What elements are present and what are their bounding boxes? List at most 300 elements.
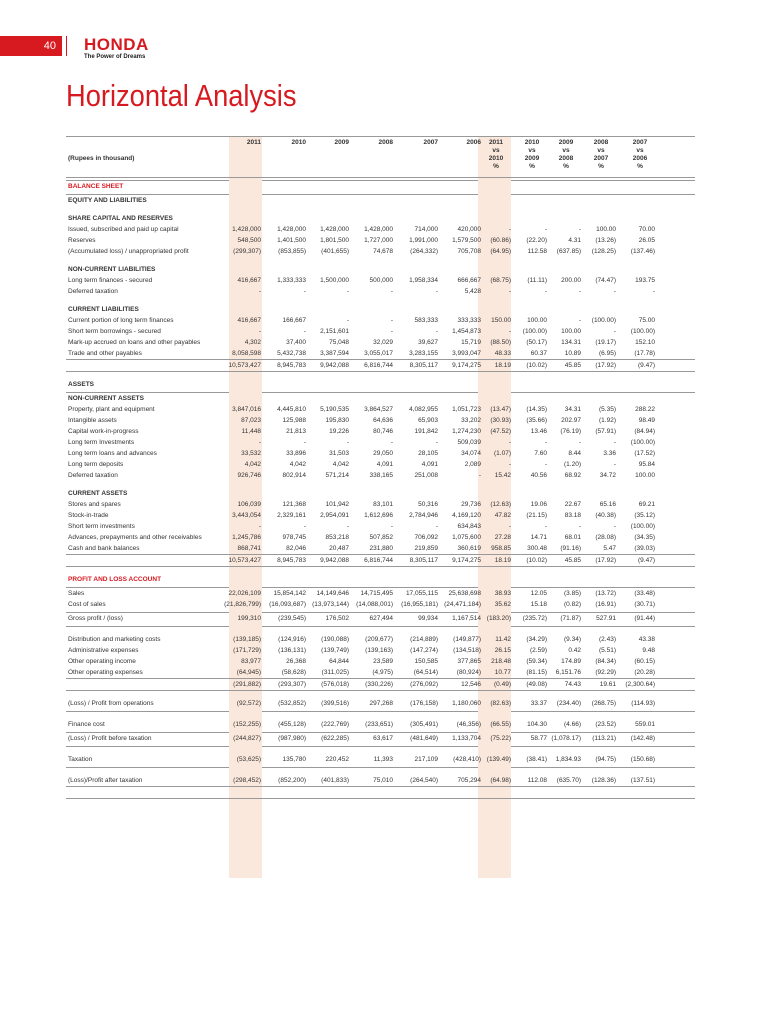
row-label: CURRENT ASSETS	[68, 490, 128, 497]
row-label: Current portion of long term finances	[68, 317, 174, 324]
row-value: 193.75	[635, 277, 655, 284]
row-value: 33,532	[241, 450, 261, 457]
comparison-header-line: vs	[636, 147, 644, 154]
row-label: Long term finances - secured	[68, 277, 153, 284]
row-label: NON-CURRENT LIABILITIES	[68, 266, 156, 273]
row-value: (190,088)	[321, 636, 349, 643]
row-value: 34.31	[564, 406, 581, 413]
row-value: 200.00	[561, 277, 581, 284]
row-value: -	[613, 523, 616, 530]
row-value: (6.95)	[599, 350, 616, 357]
row-value: (10.02)	[526, 362, 547, 369]
row-value: (57.91)	[595, 428, 616, 435]
row-value: 37,400	[286, 339, 306, 346]
row-value: 4,091	[376, 461, 393, 468]
row-value: 19.06	[530, 501, 547, 508]
comparison-header	[551, 139, 581, 171]
row-value: 5.47	[603, 545, 616, 552]
row-value: (49.08)	[526, 681, 547, 688]
row-value: 65.16	[599, 501, 616, 508]
row-value: 300.48	[527, 545, 547, 552]
row-value: 1,333,333	[277, 277, 306, 284]
row-value: -	[544, 226, 547, 233]
row-value: 75,010	[373, 777, 393, 784]
total-row	[66, 786, 695, 799]
row-value: 8,945,783	[277, 362, 306, 369]
row-value: 4,302	[244, 339, 261, 346]
row-value: 15.18	[530, 601, 547, 608]
row-value: (60.86)	[490, 237, 511, 244]
row-value: -	[544, 439, 547, 446]
row-value: (100.00)	[630, 523, 655, 530]
table-header	[66, 136, 695, 178]
row-value: (576,018)	[321, 681, 349, 688]
row-value: 4,091	[421, 461, 438, 468]
table-row	[66, 326, 695, 337]
row-value: (92,572)	[236, 700, 261, 707]
row-value: 112.08	[527, 777, 547, 784]
row-label: Short term investments	[68, 523, 135, 530]
row-value: 64,844	[329, 658, 349, 665]
row-value: 217,109	[414, 756, 438, 763]
row-value: 1,428,000	[277, 226, 306, 233]
row-value: 666,667	[457, 277, 481, 284]
row-value: 297,268	[369, 700, 393, 707]
row-value: 9,174,275	[452, 557, 481, 564]
row-value: (171,729)	[233, 647, 261, 654]
section-heading	[66, 195, 695, 206]
row-value: 231,880	[369, 545, 393, 552]
row-value: -	[346, 317, 349, 324]
row-value: 99,934	[418, 615, 438, 622]
row-label: Advances, prepayments and other receivables	[68, 534, 202, 541]
row-value: (59.34)	[526, 658, 547, 665]
table-row	[66, 499, 695, 510]
row-label: (Accumulated loss) / unappropriated profit	[68, 248, 189, 255]
row-value: 509,039	[457, 439, 481, 446]
row-value: (64,945)	[236, 669, 261, 676]
row-value: 13.46	[530, 428, 547, 435]
row-value: 6,816,744	[364, 362, 393, 369]
comparison-header	[481, 139, 511, 171]
row-value: 705,294	[457, 777, 481, 784]
row-value: (35.12)	[634, 512, 655, 519]
row-label: Long term deposits	[68, 461, 124, 468]
row-value: 135,780	[282, 756, 306, 763]
row-label: CURRENT LIABILITIES	[68, 306, 139, 313]
comparison-header-line: 2010	[524, 139, 540, 146]
row-value: -	[508, 461, 511, 468]
row-value: -	[346, 288, 349, 295]
section-heading	[66, 264, 695, 275]
row-value: 10.77	[494, 669, 511, 676]
row-value: (40.38)	[595, 512, 616, 519]
row-value: 100.00	[635, 472, 655, 479]
row-value: 100.00	[596, 226, 616, 233]
row-value: (139.49)	[486, 756, 511, 763]
row-value: (264,332)	[410, 248, 438, 255]
comparison-header-line: vs	[562, 147, 570, 154]
table-row	[66, 543, 695, 554]
table-row	[66, 754, 695, 765]
row-value: (10.02)	[526, 557, 547, 564]
row-value: (19.17)	[595, 339, 616, 346]
row-value: 60.37	[530, 350, 547, 357]
row-value: 527.91	[596, 615, 616, 622]
row-value: 7.60	[534, 450, 547, 457]
row-label: Deferred taxation	[68, 288, 118, 295]
row-label: Short term borrowings - secured	[68, 328, 161, 335]
row-value: -	[390, 523, 393, 530]
row-value: (80,924)	[456, 669, 481, 676]
row-value: 8,058,598	[232, 350, 261, 357]
row-value: (298,452)	[233, 777, 261, 784]
row-value: (16,955,181)	[401, 601, 438, 608]
row-value: 134.31	[561, 339, 581, 346]
row-value: 2,329,161	[277, 512, 306, 519]
row-value: -	[435, 523, 438, 530]
comparison-header-line: 2009	[558, 139, 574, 146]
row-spacer	[66, 691, 695, 698]
row-value: 75.00	[638, 317, 655, 324]
row-label: Other operating income	[68, 658, 136, 665]
row-value: (100.00)	[522, 328, 547, 335]
row-label: Administrative expenses	[68, 647, 139, 654]
row-value: 40.56	[530, 472, 547, 479]
row-value: (293,307)	[278, 681, 306, 688]
row-value: 2,089	[464, 461, 481, 468]
row-value: (35.66)	[526, 417, 547, 424]
table-row	[66, 459, 695, 470]
year-header-2011: 2011	[246, 139, 261, 146]
row-value: 3,055,017	[364, 350, 393, 357]
row-value: 22.67	[564, 501, 581, 508]
row-value: 11.42	[495, 636, 511, 643]
row-value: (987,980)	[278, 735, 306, 742]
row-value: 23,589	[373, 658, 393, 665]
comparison-header	[625, 139, 655, 171]
row-value: 3,387,594	[320, 350, 349, 357]
row-value: (114.93)	[631, 700, 655, 707]
row-value: (244,827)	[233, 735, 261, 742]
row-value: 199,310	[237, 615, 261, 622]
row-value: 68.92	[564, 472, 581, 479]
row-value: -	[508, 523, 511, 530]
row-value: -	[390, 328, 393, 335]
table-row	[66, 337, 695, 348]
table-row	[66, 235, 695, 246]
table-row	[66, 510, 695, 521]
row-label: Cash and bank balances	[68, 545, 140, 552]
row-value: 1,133,704	[452, 735, 481, 742]
row-label: Taxation	[68, 756, 93, 763]
row-value: 1,245,786	[232, 534, 261, 541]
row-value: 10,573,427	[228, 557, 261, 564]
comparison-header-line: vs	[597, 147, 605, 154]
row-value: 100.00	[527, 317, 547, 324]
row-value: 75,048	[329, 339, 349, 346]
row-value: 14,149,646	[316, 590, 349, 597]
row-value: (1.20)	[564, 461, 581, 468]
row-value: (5.51)	[599, 647, 616, 654]
row-value: (17.52)	[634, 450, 655, 457]
row-value: (3.85)	[564, 590, 581, 597]
table-row	[66, 348, 695, 359]
table-row	[66, 599, 695, 610]
row-value: 15,854,142	[273, 590, 306, 597]
row-label: Trade and other payables	[68, 350, 142, 357]
row-value: 8,945,783	[277, 557, 306, 564]
row-value: (100.00)	[630, 328, 655, 335]
row-value: 69.21	[638, 501, 655, 508]
row-value: -	[508, 288, 511, 295]
row-value: 26.05	[638, 237, 655, 244]
table-row	[66, 613, 695, 624]
row-value: -	[578, 288, 581, 295]
row-value: 35.62	[494, 601, 511, 608]
row-value: (1.92)	[599, 417, 616, 424]
row-value: (30.71)	[634, 601, 655, 608]
row-label: Stock-in-trade	[68, 512, 109, 519]
row-value: (235.72)	[522, 615, 547, 622]
table-row	[66, 224, 695, 235]
row-value: 1,428,000	[320, 226, 349, 233]
row-value: (13.47)	[490, 406, 511, 413]
row-value: (24,471,184)	[444, 601, 481, 608]
row-value: 12.05	[530, 590, 547, 597]
row-value: 150.00	[491, 317, 511, 324]
row-value: 15.42	[494, 472, 511, 479]
row-value: -	[258, 328, 261, 335]
comparison-header-line: 2007	[593, 155, 609, 162]
row-label: (Loss) / Profit before taxation	[68, 735, 152, 742]
row-value: 416,667	[237, 277, 261, 284]
row-value: -	[544, 288, 547, 295]
row-value: 174.89	[561, 658, 581, 665]
row-label: Long term Investments	[68, 439, 135, 446]
row-value: 74.43	[564, 681, 581, 688]
year-header-2007: 2007	[423, 139, 438, 146]
row-value: (152,255)	[233, 721, 261, 728]
row-value: 34,074	[461, 450, 481, 457]
comparison-header-line: %	[637, 163, 643, 170]
row-value: -	[508, 328, 511, 335]
row-value: 29,050	[373, 450, 393, 457]
row-value: 705,708	[457, 248, 481, 255]
row-value: 288.22	[635, 406, 655, 413]
row-label: (Loss)/Profit after taxation	[68, 777, 143, 784]
row-value: 3,864,527	[364, 406, 393, 413]
comparison-header-line: 2008	[593, 139, 609, 146]
row-value: 20,487	[329, 545, 349, 552]
brand-wordmark: HONDA	[84, 35, 149, 54]
row-value: (276,092)	[410, 681, 438, 688]
row-value: (21,826,799)	[224, 601, 261, 608]
year-header-2006: 2006	[466, 139, 481, 146]
row-value: (17.92)	[595, 557, 616, 564]
table-row	[66, 634, 695, 645]
header-divider	[66, 36, 67, 56]
row-value: -	[613, 461, 616, 468]
row-value: 9.48	[642, 647, 655, 654]
row-value: (0.49)	[494, 681, 511, 688]
row-value: (60.15)	[634, 658, 655, 665]
total-row	[66, 678, 695, 691]
row-value: (532,852)	[278, 700, 306, 707]
row-value: (1.07)	[494, 450, 511, 457]
row-value: (92.29)	[595, 669, 616, 676]
comparison-header-line: vs	[528, 147, 536, 154]
table-row	[66, 448, 695, 459]
comparison-header	[517, 139, 547, 171]
row-value: 714,000	[414, 226, 438, 233]
row-label: SHARE CAPITAL AND RESERVES	[68, 215, 173, 222]
row-value: -	[258, 439, 261, 446]
row-value: (399,516)	[321, 700, 349, 707]
row-value: (66.55)	[490, 721, 511, 728]
row-value: (635.70)	[556, 777, 581, 784]
row-value: 1,428,000	[232, 226, 261, 233]
row-value: (17.92)	[595, 362, 616, 369]
row-value: 1,274,230	[452, 428, 481, 435]
row-value: (88.50)	[490, 339, 511, 346]
row-value: 220,452	[325, 756, 349, 763]
table-row	[66, 415, 695, 426]
table-row	[66, 426, 695, 437]
brand-tagline: The Power of Dreams	[84, 54, 146, 60]
year-header-2010: 2010	[291, 139, 306, 146]
row-value: 1,167,514	[452, 615, 481, 622]
row-value: 83,977	[241, 658, 261, 665]
row-value: -	[390, 288, 393, 295]
comparison-header-line: %	[598, 163, 604, 170]
section-heading	[66, 393, 695, 404]
section-heading	[66, 379, 695, 390]
row-label: EQUITY AND LIABILITIES	[68, 197, 147, 204]
row-value: 150,585	[414, 658, 438, 665]
row-value: 8.44	[568, 450, 581, 457]
row-value: (149,877)	[453, 636, 481, 643]
row-value: (291,882)	[233, 681, 261, 688]
row-value: 2,954,091	[320, 512, 349, 519]
row-value: (64.95)	[490, 248, 511, 255]
row-value: -	[544, 523, 547, 530]
row-value: 1,401,500	[277, 237, 306, 244]
row-value: (39.03)	[634, 545, 655, 552]
section-heading	[66, 488, 695, 499]
row-value: 9,174,275	[452, 362, 481, 369]
row-value: (71.87)	[560, 615, 581, 622]
comparison-header-line: %	[563, 163, 569, 170]
row-value: (2,300.64)	[625, 681, 655, 688]
row-value: 1,075,600	[452, 534, 481, 541]
row-value: 1,958,334	[409, 277, 438, 284]
row-value: 18.19	[494, 557, 511, 564]
row-value: (84.94)	[634, 428, 655, 435]
row-value: (14,088,001)	[356, 601, 393, 608]
row-value: 14,715,495	[360, 590, 393, 597]
row-value: (16.91)	[595, 601, 616, 608]
row-spacer	[66, 567, 695, 574]
row-value: (128.25)	[591, 248, 616, 255]
row-value: 4,042	[289, 461, 306, 468]
table-row	[66, 404, 695, 415]
row-value: 22,026,109	[228, 590, 261, 597]
row-value: -	[390, 317, 393, 324]
row-value: (137.46)	[630, 248, 655, 255]
row-label: Distribution and marketing costs	[68, 636, 161, 643]
row-value: 3,993,047	[452, 350, 481, 357]
row-value: (176,158)	[410, 700, 438, 707]
row-label: Mark-up accrued on loans and other payables	[68, 339, 201, 346]
row-value: 3.36	[603, 450, 616, 457]
row-value: (455,128)	[278, 721, 306, 728]
row-value: -	[652, 288, 655, 295]
row-value: 4,042	[332, 461, 349, 468]
row-value: -	[613, 328, 616, 335]
row-value: (34.29)	[526, 636, 547, 643]
row-value: 559.01	[635, 721, 655, 728]
row-value: (46,356)	[456, 721, 481, 728]
row-value: 26,368	[286, 658, 306, 665]
row-value: (12.63)	[490, 501, 511, 508]
table-row	[66, 667, 695, 678]
row-label: Intangible assets	[68, 417, 117, 424]
row-value: (68.75)	[490, 277, 511, 284]
table-row	[66, 775, 695, 786]
row-value: -	[613, 439, 616, 446]
row-value: 63,617	[373, 735, 393, 742]
row-value: -	[544, 461, 547, 468]
page-number: 40	[0, 36, 62, 56]
row-value: (4.66)	[564, 721, 581, 728]
row-value: 74,678	[373, 248, 393, 255]
row-value: 106,039	[237, 501, 261, 508]
row-value: 12,546	[461, 681, 481, 688]
row-value: (481,649)	[410, 735, 438, 742]
row-value: (100.00)	[630, 439, 655, 446]
row-spacer	[66, 206, 695, 213]
comparison-header	[586, 139, 616, 171]
row-value: (1,078.17)	[551, 735, 581, 742]
row-value: 500,000	[369, 277, 393, 284]
row-value: (20.28)	[634, 669, 655, 676]
row-value: (239,545)	[278, 615, 306, 622]
row-value: 31,503	[329, 450, 349, 457]
row-value: 98.49	[638, 417, 655, 424]
table-row	[66, 275, 695, 286]
row-value: 10.89	[564, 350, 581, 357]
row-value: (23.52)	[595, 721, 616, 728]
table-row	[66, 656, 695, 667]
row-value: 47.82	[494, 512, 511, 519]
table-row	[66, 588, 695, 599]
row-value: 420,000	[457, 226, 481, 233]
row-label: Other operating expenses	[68, 669, 143, 676]
row-value: -	[578, 226, 581, 233]
row-value: (28.08)	[595, 534, 616, 541]
row-value: 27.28	[494, 534, 511, 541]
row-value: (9.47)	[638, 557, 655, 564]
row-value: (183.20)	[486, 615, 511, 622]
row-value: (264,540)	[410, 777, 438, 784]
row-label: Reserves	[68, 237, 96, 244]
row-value: (268.75)	[591, 700, 616, 707]
row-value: (2.43)	[599, 636, 616, 643]
row-value: 50,316	[418, 501, 438, 508]
row-value: 45.85	[564, 362, 581, 369]
row-value: (22.20)	[526, 237, 547, 244]
